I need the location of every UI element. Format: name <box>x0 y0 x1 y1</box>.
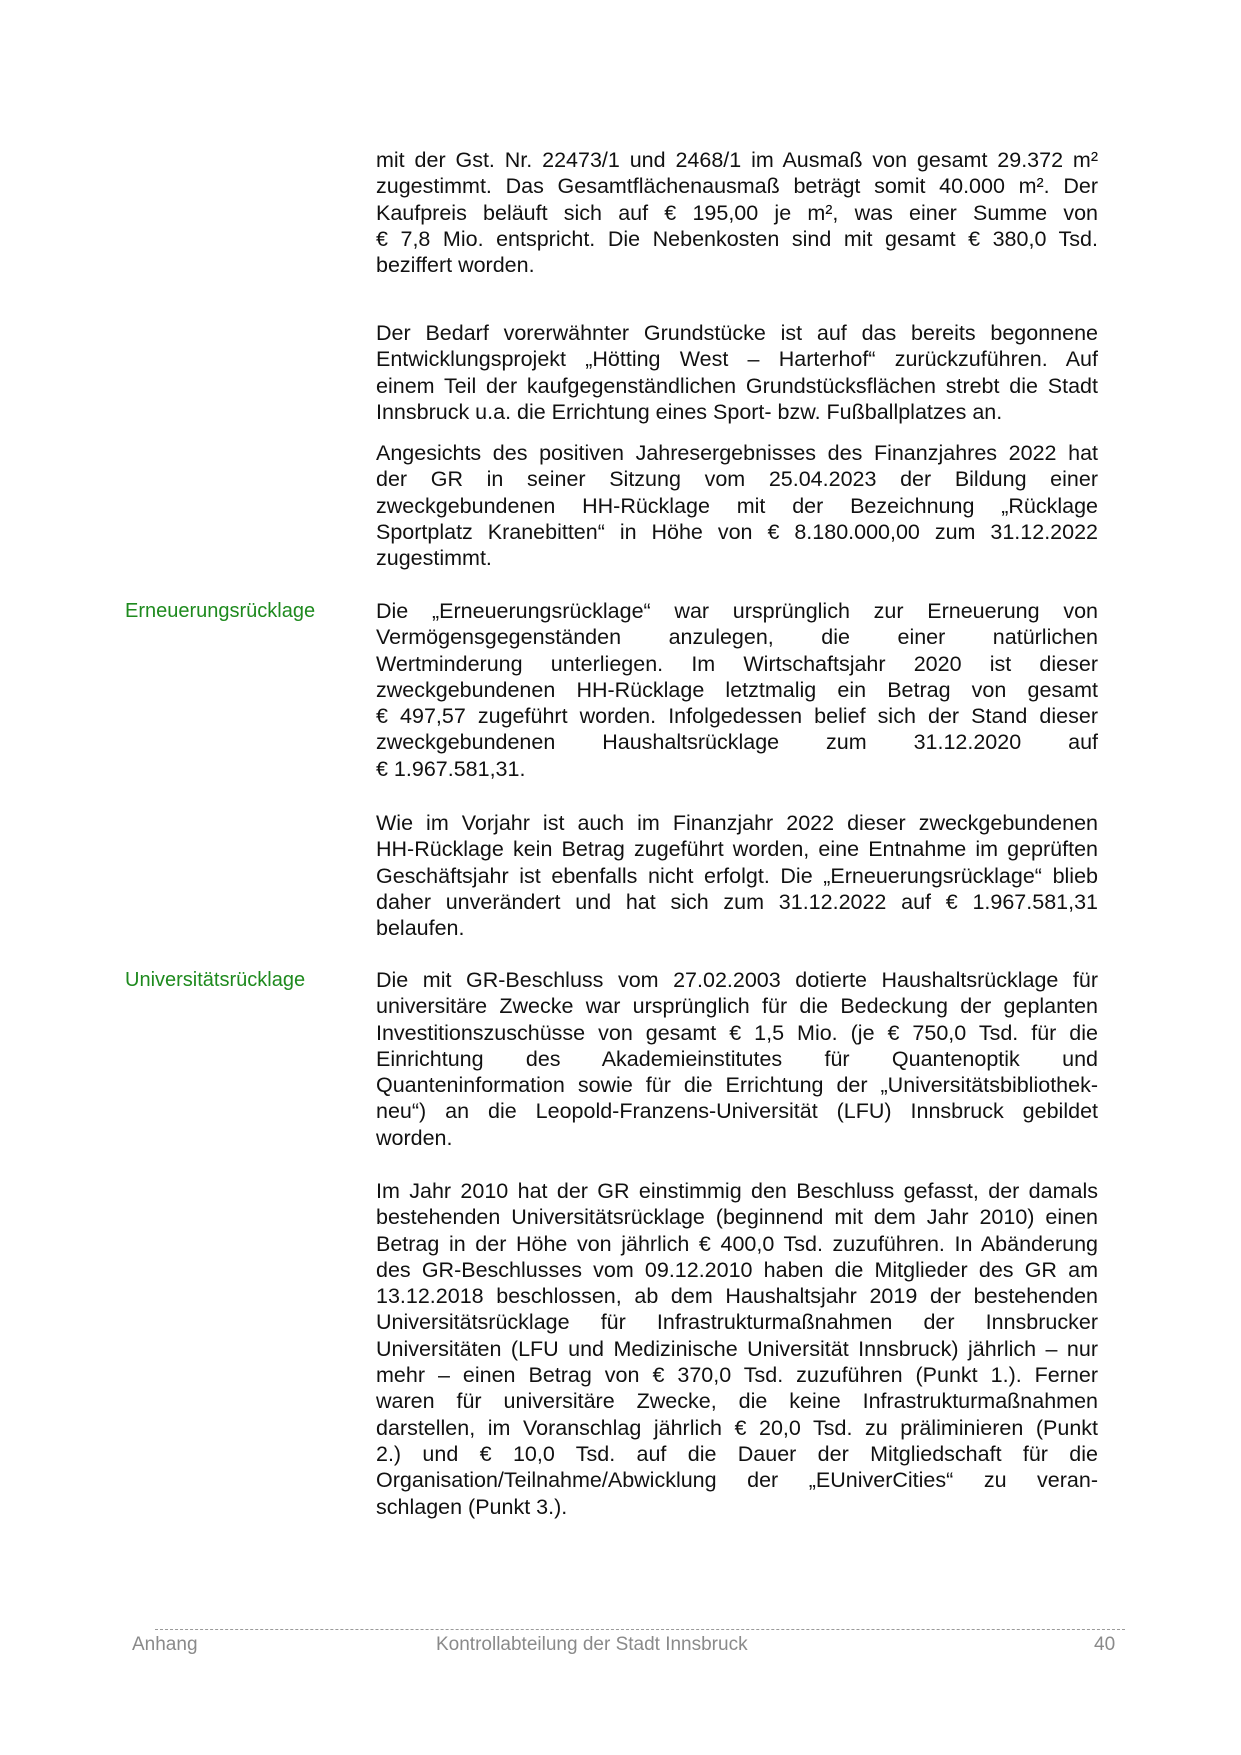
text-line: Entwicklungsprojekt „Hötting West – Harterhof“ zurückzuführen. Auf <box>376 347 1098 372</box>
text-line: einem Teil der kaufgegenständlichen Grundstücksflächen strebt die Stadt <box>376 373 1098 398</box>
paragraph-gr-beschluss-2010 <box>376 1178 1098 1520</box>
text-line: der GR in seiner Sitzung vom 25.04.2023 der Bildung einer <box>376 467 1098 492</box>
text-line: Vermögensgegenständen anzulegen, die einer natürlichen <box>376 625 1098 650</box>
paragraph-bedarf <box>376 320 1098 425</box>
text-line: Der Bedarf vorerwähnter Grundstücke ist auf das bereits begonnene <box>376 321 1098 345</box>
text-line: Kaufpreis beläuft sich auf € 195,00 je m², was einer Summe von <box>376 200 1098 225</box>
text-line: universitäre Zwecke war ursprünglich für die Bedeckung der geplanten <box>376 994 1098 1019</box>
text-line: zweckgebundenen HH-Rücklage letztmalig ein Betrag von gesamt <box>376 677 1098 702</box>
text-line: € 1.967.581,31. <box>376 756 526 781</box>
paragraph-ruecklage-sportplatz <box>376 440 1098 571</box>
text-line: Sportplatz Kranebitten“ in Höhe von € 8.180.000,00 zum 31.12.2022 <box>376 519 1098 544</box>
text-line: bestehenden Universitätsrücklage (beginnend mit dem Jahr 2010) einen <box>376 1205 1098 1230</box>
text-line: 13.12.2018 beschlossen, ab dem Haushaltsjahr 2019 der bestehenden <box>376 1284 1098 1309</box>
page-number: 40 <box>1094 1634 1116 1655</box>
text-line: Die „Erneuerungsrücklage“ war ursprünglich zur Erneuerung von <box>376 599 1098 623</box>
text-line: schlagen (Punkt 3.). <box>376 1494 568 1519</box>
text-line: beziffert worden. <box>376 253 535 278</box>
text-line: neu“) an die Leopold-Franzens-Universität (LFU) Innsbruck gebildet <box>376 1099 1098 1124</box>
paragraph-universitaetsruecklage <box>376 967 1098 1151</box>
text-line: Wie im Vorjahr ist auch im Finanzjahr 2022 dieser zweckgebundenen <box>376 811 1098 835</box>
text-line: € 497,57 zugeführt worden. Infolgedessen belief sich der Stand dieser <box>376 704 1098 729</box>
text-line: Investitionszuschüsse von gesamt € 1,5 Mio. (je € 750,0 Tsd. für die <box>376 1020 1098 1045</box>
text-line: des GR-Beschlusses vom 09.12.2010 haben die Mitglieder des GR am <box>376 1257 1098 1282</box>
text-line: zweckgebundenen HH-Rücklage mit der Bezeichnung „Rücklage <box>376 493 1098 518</box>
text-line: Die mit GR-Beschluss vom 27.02.2003 dotierte Haushaltsrücklage für <box>376 968 1098 992</box>
text-line: worden. <box>376 1125 453 1150</box>
text-line: daher unverändert und hat sich zum 31.12.2022 auf € 1.967.581,31 <box>376 889 1098 914</box>
text-line: Universitäten (LFU und Medizinische Universität Innsbruck) jährlich – nur <box>376 1336 1098 1361</box>
text-line: Innsbruck u.a. die Errichtung eines Sport- bzw. Fußballplatzes an. <box>376 399 1003 424</box>
text-line: Wertminderung unterliegen. Im Wirtschaftsjahr 2020 ist dieser <box>376 651 1098 676</box>
text-line: darstellen, im Voranschlag jährlich € 20,0 Tsd. zu präliminieren (Punkt <box>376 1415 1098 1440</box>
text-line: € 7,8 Mio. entspricht. Die Nebenkosten sind mit gesamt € 380,0 Tsd. <box>376 226 1098 251</box>
text-line: Im Jahr 2010 hat der GR einstimmig den Beschluss gefasst, der damals <box>376 1179 1098 1203</box>
side-label-universitaetsruecklage: Universitätsrücklage <box>125 969 306 991</box>
paragraph-erneuerung-vorjahr <box>376 810 1098 941</box>
text-line: Angesichts des positiven Jahresergebnisses des Finanzjahres 2022 hat <box>376 441 1098 465</box>
text-line: Universitätsrücklage für Infrastrukturmaßnahmen der Innsbrucker <box>376 1310 1098 1335</box>
side-label-erneuerungsruecklage: Erneuerungsrücklage <box>125 600 316 622</box>
text-line: mit der Gst. Nr. 22473/1 und 2468/1 im Ausmaß von gesamt 29.372 m² <box>376 148 1098 172</box>
footer-section-label: Anhang <box>132 1634 198 1655</box>
text-line: Betrag in der Höhe von jährlich € 400,0 Tsd. zuzuführen. In Abänderung <box>376 1231 1098 1256</box>
text-line: 2.) und € 10,0 Tsd. auf die Dauer der Mitgliedschaft für die <box>376 1441 1098 1466</box>
footer-organization: Kontrollabteilung der Stadt Innsbruck <box>436 1634 748 1655</box>
text-line: zweckgebundenen Haushaltsrücklage zum 31.12.2020 auf <box>376 730 1098 755</box>
text-line: Organisation/Teilnahme/Abwicklung der „EUniverCities“ zu veran- <box>376 1468 1098 1493</box>
text-line: waren für universitäre Zwecke, die keine Infrastrukturmaßnahmen <box>376 1389 1098 1414</box>
footer-divider <box>155 1629 1125 1630</box>
text-line: Quanteninformation sowie für die Errichtung der „Universitätsbibliothek- <box>376 1073 1098 1098</box>
text-line: zugestimmt. Das Gesamtflächenausmaß beträgt somit 40.000 m². Der <box>376 174 1098 199</box>
text-line: zugestimmt. <box>376 546 492 571</box>
text-line: HH-Rücklage kein Betrag zugeführt worden, eine Entnahme im geprüften <box>376 837 1098 862</box>
paragraph-kaufpreis <box>376 147 1098 278</box>
text-line: Einrichtung des Akademieinstitutes für Quantenoptik und <box>376 1046 1098 1071</box>
text-line: mehr – einen Betrag von € 370,0 Tsd. zuzuführen (Punkt 1.). Ferner <box>376 1363 1098 1388</box>
text-line: Geschäftsjahr ist ebenfalls nicht erfolgt. Die „Erneuerungsrücklage“ blieb <box>376 863 1098 888</box>
paragraph-erneuerungsruecklage <box>376 598 1098 782</box>
text-line: belaufen. <box>376 916 465 941</box>
